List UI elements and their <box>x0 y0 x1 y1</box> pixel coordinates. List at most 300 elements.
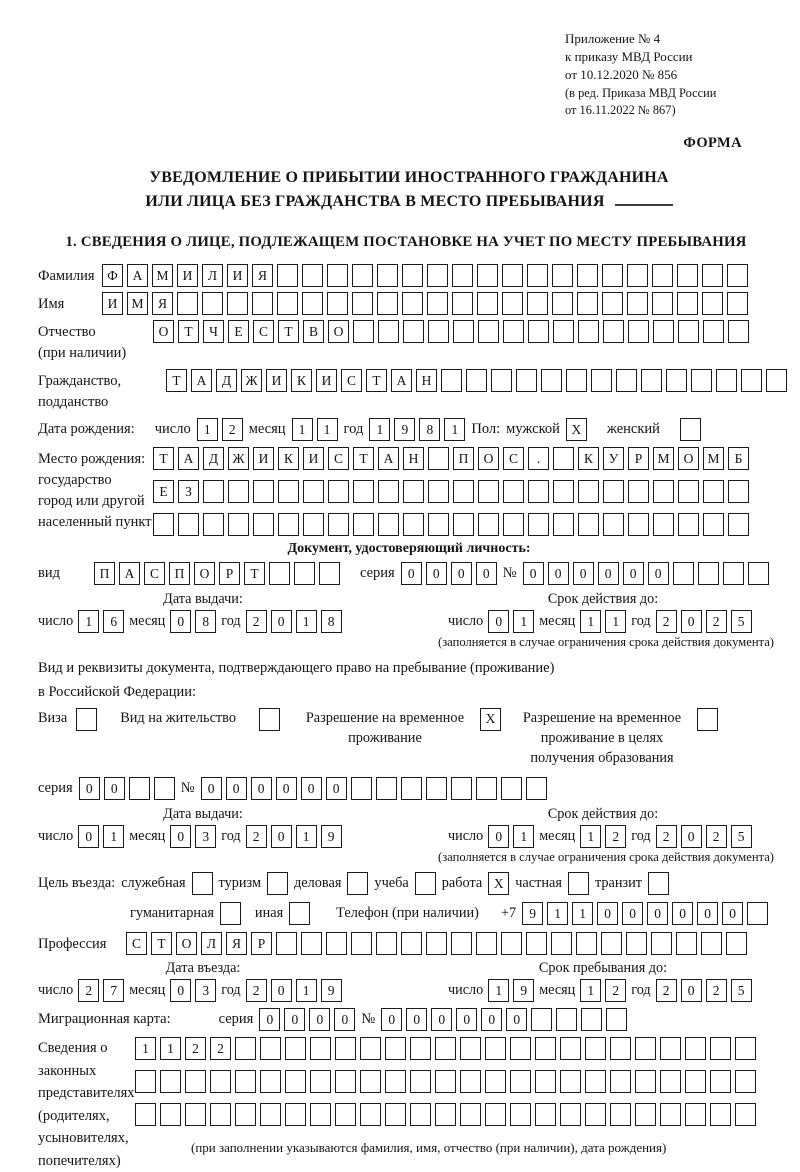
char-box[interactable] <box>385 1037 406 1060</box>
char-box[interactable] <box>591 369 612 392</box>
char-box[interactable] <box>666 369 687 392</box>
char-box[interactable]: 0 <box>681 610 702 633</box>
char-box[interactable] <box>641 369 662 392</box>
temp-permit-edu-checkbox[interactable] <box>697 708 718 731</box>
char-box[interactable]: 0 <box>523 562 544 585</box>
char-box[interactable] <box>353 320 374 343</box>
char-box[interactable] <box>401 777 422 800</box>
sex-male-checkbox[interactable]: X <box>566 418 587 441</box>
char-box[interactable]: 2 <box>656 825 677 848</box>
char-box[interactable]: С <box>126 932 147 955</box>
char-box[interactable] <box>253 513 274 536</box>
char-box[interactable]: 0 <box>597 902 618 925</box>
char-box[interactable] <box>235 1037 256 1060</box>
char-box[interactable] <box>526 777 547 800</box>
char-box[interactable]: С <box>328 447 349 470</box>
char-box[interactable] <box>535 1103 556 1126</box>
char-box[interactable]: 2 <box>246 979 267 1002</box>
char-box[interactable]: И <box>316 369 337 392</box>
char-box[interactable] <box>703 480 724 503</box>
char-box[interactable] <box>460 1037 481 1060</box>
char-box[interactable] <box>685 1070 706 1093</box>
char-box[interactable] <box>660 1037 681 1060</box>
char-box[interactable] <box>528 480 549 503</box>
char-box[interactable] <box>353 513 374 536</box>
char-box[interactable] <box>303 513 324 536</box>
char-box[interactable]: 0 <box>488 825 509 848</box>
phone-input[interactable] <box>522 902 768 925</box>
char-box[interactable] <box>326 932 347 955</box>
char-box[interactable] <box>685 1037 706 1060</box>
char-box[interactable] <box>335 1037 356 1060</box>
char-box[interactable] <box>228 513 249 536</box>
char-box[interactable]: 0 <box>271 979 292 1002</box>
char-box[interactable]: Б <box>728 447 749 470</box>
char-box[interactable]: 2 <box>246 825 267 848</box>
char-box[interactable] <box>135 1070 156 1093</box>
char-box[interactable] <box>747 902 768 925</box>
temp-permit-checkbox[interactable]: X <box>480 708 501 731</box>
char-box[interactable] <box>501 777 522 800</box>
char-box[interactable] <box>485 1070 506 1093</box>
char-box[interactable]: Р <box>251 932 272 955</box>
char-box[interactable] <box>202 292 223 315</box>
char-box[interactable] <box>716 369 737 392</box>
char-box[interactable] <box>460 1103 481 1126</box>
char-box[interactable] <box>627 264 648 287</box>
char-box[interactable] <box>566 369 587 392</box>
char-box[interactable] <box>673 562 694 585</box>
char-box[interactable]: 1 <box>160 1037 181 1060</box>
char-box[interactable] <box>585 1103 606 1126</box>
char-box[interactable] <box>502 292 523 315</box>
stay-until-month-input[interactable] <box>580 979 626 1002</box>
char-box[interactable] <box>278 480 299 503</box>
char-box[interactable]: И <box>177 264 198 287</box>
migration-number-input[interactable] <box>381 1008 627 1031</box>
char-box[interactable] <box>703 320 724 343</box>
char-box[interactable] <box>635 1037 656 1060</box>
char-box[interactable] <box>603 320 624 343</box>
char-box[interactable] <box>426 932 447 955</box>
char-box[interactable]: 0 <box>681 979 702 1002</box>
char-box[interactable] <box>503 320 524 343</box>
char-box[interactable] <box>203 513 224 536</box>
char-box[interactable] <box>606 1008 627 1031</box>
char-box[interactable]: 8 <box>419 418 440 441</box>
char-box[interactable]: К <box>578 447 599 470</box>
char-box[interactable] <box>428 447 449 470</box>
char-box[interactable]: З <box>178 480 199 503</box>
char-box[interactable]: А <box>191 369 212 392</box>
char-box[interactable] <box>728 513 749 536</box>
char-box[interactable]: Я <box>252 264 273 287</box>
char-box[interactable]: 5 <box>731 610 752 633</box>
char-box[interactable]: 2 <box>605 825 626 848</box>
char-box[interactable] <box>653 480 674 503</box>
char-box[interactable]: 0 <box>647 902 668 925</box>
char-box[interactable]: 8 <box>195 610 216 633</box>
char-box[interactable]: И <box>227 264 248 287</box>
char-box[interactable] <box>535 1070 556 1093</box>
char-box[interactable] <box>616 369 637 392</box>
citizenship-input[interactable] <box>166 369 787 392</box>
surname-input[interactable] <box>102 264 748 287</box>
char-box[interactable]: Е <box>228 320 249 343</box>
char-box[interactable] <box>260 1103 281 1126</box>
stay-number-input[interactable] <box>201 777 547 800</box>
char-box[interactable]: . <box>528 447 549 470</box>
char-box[interactable] <box>735 1103 756 1126</box>
char-box[interactable] <box>129 777 150 800</box>
char-box[interactable]: С <box>144 562 165 585</box>
char-box[interactable]: 0 <box>276 777 297 800</box>
char-box[interactable]: Т <box>353 447 374 470</box>
stay-until-year-input[interactable] <box>656 979 752 1002</box>
char-box[interactable] <box>678 513 699 536</box>
char-box[interactable]: 1 <box>572 902 593 925</box>
char-box[interactable] <box>285 1070 306 1093</box>
char-box[interactable] <box>676 932 697 955</box>
char-box[interactable] <box>227 292 248 315</box>
char-box[interactable] <box>727 292 748 315</box>
char-box[interactable]: 2 <box>222 418 243 441</box>
char-box[interactable]: П <box>169 562 190 585</box>
char-box[interactable]: Т <box>151 932 172 955</box>
char-box[interactable] <box>578 320 599 343</box>
char-box[interactable] <box>178 513 199 536</box>
char-box[interactable] <box>485 1037 506 1060</box>
char-box[interactable] <box>503 513 524 536</box>
char-box[interactable] <box>285 1037 306 1060</box>
stay-expiry-year-input[interactable] <box>656 825 752 848</box>
char-box[interactable] <box>710 1070 731 1093</box>
char-box[interactable]: 0 <box>78 825 99 848</box>
char-box[interactable]: О <box>153 320 174 343</box>
char-box[interactable]: 0 <box>259 1008 280 1031</box>
char-box[interactable] <box>691 369 712 392</box>
char-box[interactable]: 0 <box>271 610 292 633</box>
profession-input[interactable] <box>126 932 747 955</box>
char-box[interactable]: 0 <box>648 562 669 585</box>
char-box[interactable]: 0 <box>284 1008 305 1031</box>
char-box[interactable]: И <box>102 292 123 315</box>
char-box[interactable] <box>428 320 449 343</box>
char-box[interactable]: 1 <box>580 610 601 633</box>
char-box[interactable]: 0 <box>488 610 509 633</box>
char-box[interactable] <box>701 932 722 955</box>
char-box[interactable]: 0 <box>722 902 743 925</box>
expiry-day-input[interactable] <box>488 610 534 633</box>
char-box[interactable] <box>235 1070 256 1093</box>
birth-year-input[interactable] <box>369 418 465 441</box>
char-box[interactable]: 1 <box>296 610 317 633</box>
stay-series-input[interactable] <box>79 777 175 800</box>
char-box[interactable]: 2 <box>185 1037 206 1060</box>
char-box[interactable] <box>526 932 547 955</box>
char-box[interactable] <box>741 369 762 392</box>
char-box[interactable] <box>453 513 474 536</box>
char-box[interactable] <box>378 480 399 503</box>
char-box[interactable]: 0 <box>622 902 643 925</box>
doc-number-input[interactable] <box>523 562 769 585</box>
char-box[interactable]: П <box>94 562 115 585</box>
char-box[interactable]: 0 <box>301 777 322 800</box>
birth-place-input-line1[interactable] <box>153 447 749 470</box>
representatives-input-line3[interactable] <box>135 1103 756 1126</box>
char-box[interactable] <box>560 1070 581 1093</box>
char-box[interactable]: 1 <box>197 418 218 441</box>
birth-day-input[interactable] <box>197 418 243 441</box>
representatives-input-line2[interactable] <box>135 1070 756 1093</box>
char-box[interactable] <box>602 292 623 315</box>
char-box[interactable] <box>277 264 298 287</box>
char-box[interactable]: А <box>391 369 412 392</box>
char-box[interactable]: 9 <box>394 418 415 441</box>
char-box[interactable]: 1 <box>488 979 509 1002</box>
char-box[interactable] <box>553 320 574 343</box>
char-box[interactable] <box>678 320 699 343</box>
char-box[interactable] <box>153 513 174 536</box>
char-box[interactable] <box>310 1103 331 1126</box>
char-box[interactable]: 0 <box>431 1008 452 1031</box>
char-box[interactable] <box>352 264 373 287</box>
char-box[interactable] <box>735 1037 756 1060</box>
char-box[interactable] <box>376 932 397 955</box>
char-box[interactable]: 0 <box>201 777 222 800</box>
char-box[interactable] <box>728 320 749 343</box>
char-box[interactable] <box>277 292 298 315</box>
char-box[interactable]: Н <box>403 447 424 470</box>
char-box[interactable]: 2 <box>246 610 267 633</box>
char-box[interactable] <box>628 480 649 503</box>
char-box[interactable] <box>560 1037 581 1060</box>
char-box[interactable] <box>302 264 323 287</box>
char-box[interactable] <box>748 562 769 585</box>
given-name-input[interactable] <box>102 292 748 315</box>
purpose-private-checkbox[interactable] <box>568 872 589 895</box>
char-box[interactable] <box>203 480 224 503</box>
char-box[interactable] <box>553 513 574 536</box>
char-box[interactable] <box>510 1103 531 1126</box>
char-box[interactable]: Ж <box>241 369 262 392</box>
stay-issue-month-input[interactable] <box>170 825 216 848</box>
entry-month-input[interactable] <box>170 979 216 1002</box>
char-box[interactable]: С <box>253 320 274 343</box>
char-box[interactable] <box>551 932 572 955</box>
char-box[interactable]: А <box>127 264 148 287</box>
char-box[interactable] <box>503 480 524 503</box>
char-box[interactable] <box>252 292 273 315</box>
char-box[interactable] <box>653 320 674 343</box>
char-box[interactable] <box>335 1103 356 1126</box>
char-box[interactable] <box>703 513 724 536</box>
char-box[interactable]: Т <box>178 320 199 343</box>
char-box[interactable] <box>427 292 448 315</box>
char-box[interactable] <box>403 320 424 343</box>
char-box[interactable]: 1 <box>580 825 601 848</box>
char-box[interactable] <box>626 932 647 955</box>
purpose-official-checkbox[interactable] <box>192 872 213 895</box>
char-box[interactable]: 0 <box>251 777 272 800</box>
char-box[interactable] <box>453 480 474 503</box>
char-box[interactable] <box>327 292 348 315</box>
birth-month-input[interactable] <box>292 418 338 441</box>
char-box[interactable] <box>435 1103 456 1126</box>
char-box[interactable]: 2 <box>210 1037 231 1060</box>
char-box[interactable]: Н <box>416 369 437 392</box>
char-box[interactable]: 9 <box>321 825 342 848</box>
char-box[interactable] <box>478 320 499 343</box>
char-box[interactable] <box>602 264 623 287</box>
char-box[interactable] <box>710 1037 731 1060</box>
char-box[interactable] <box>635 1070 656 1093</box>
char-box[interactable] <box>377 264 398 287</box>
char-box[interactable]: А <box>119 562 140 585</box>
char-box[interactable]: Т <box>153 447 174 470</box>
char-box[interactable]: 1 <box>444 418 465 441</box>
char-box[interactable]: 0 <box>451 562 472 585</box>
purpose-work-checkbox[interactable]: X <box>488 872 509 895</box>
char-box[interactable] <box>401 932 422 955</box>
birth-place-input-line2[interactable] <box>153 480 749 503</box>
char-box[interactable] <box>335 1070 356 1093</box>
char-box[interactable] <box>476 777 497 800</box>
char-box[interactable] <box>376 777 397 800</box>
char-box[interactable] <box>185 1103 206 1126</box>
char-box[interactable]: Я <box>152 292 173 315</box>
char-box[interactable] <box>627 292 648 315</box>
char-box[interactable] <box>452 264 473 287</box>
char-box[interactable]: 1 <box>296 979 317 1002</box>
char-box[interactable] <box>294 562 315 585</box>
char-box[interactable]: 0 <box>623 562 644 585</box>
char-box[interactable] <box>610 1070 631 1093</box>
char-box[interactable] <box>678 480 699 503</box>
char-box[interactable]: 2 <box>605 979 626 1002</box>
char-box[interactable]: С <box>503 447 524 470</box>
char-box[interactable] <box>360 1037 381 1060</box>
char-box[interactable] <box>585 1070 606 1093</box>
char-box[interactable] <box>552 292 573 315</box>
char-box[interactable]: Д <box>203 447 224 470</box>
char-box[interactable] <box>301 932 322 955</box>
char-box[interactable] <box>766 369 787 392</box>
char-box[interactable] <box>410 1103 431 1126</box>
char-box[interactable]: 1 <box>78 610 99 633</box>
char-box[interactable] <box>360 1070 381 1093</box>
char-box[interactable] <box>435 1037 456 1060</box>
char-box[interactable]: 0 <box>170 825 191 848</box>
char-box[interactable]: 2 <box>706 825 727 848</box>
entry-day-input[interactable] <box>78 979 124 1002</box>
char-box[interactable] <box>581 1008 602 1031</box>
char-box[interactable]: 0 <box>573 562 594 585</box>
purpose-study-checkbox[interactable] <box>415 872 436 895</box>
char-box[interactable]: 1 <box>513 825 534 848</box>
char-box[interactable]: 1 <box>292 418 313 441</box>
char-box[interactable] <box>685 1103 706 1126</box>
char-box[interactable]: 1 <box>317 418 338 441</box>
char-box[interactable] <box>160 1103 181 1126</box>
char-box[interactable]: 1 <box>103 825 124 848</box>
char-box[interactable]: 1 <box>580 979 601 1002</box>
char-box[interactable] <box>577 292 598 315</box>
char-box[interactable]: 1 <box>135 1037 156 1060</box>
char-box[interactable] <box>541 369 562 392</box>
char-box[interactable]: Р <box>219 562 240 585</box>
char-box[interactable] <box>728 480 749 503</box>
char-box[interactable] <box>453 320 474 343</box>
char-box[interactable] <box>460 1070 481 1093</box>
char-box[interactable] <box>660 1070 681 1093</box>
char-box[interactable] <box>185 1070 206 1093</box>
char-box[interactable]: О <box>678 447 699 470</box>
char-box[interactable]: 0 <box>456 1008 477 1031</box>
char-box[interactable]: 8 <box>321 610 342 633</box>
char-box[interactable] <box>603 513 624 536</box>
char-box[interactable]: 2 <box>656 610 677 633</box>
char-box[interactable] <box>378 513 399 536</box>
char-box[interactable] <box>510 1037 531 1060</box>
char-box[interactable] <box>727 264 748 287</box>
char-box[interactable] <box>477 264 498 287</box>
char-box[interactable]: 0 <box>170 979 191 1002</box>
char-box[interactable] <box>328 513 349 536</box>
char-box[interactable] <box>353 480 374 503</box>
char-box[interactable] <box>351 777 372 800</box>
char-box[interactable]: П <box>453 447 474 470</box>
char-box[interactable] <box>285 1103 306 1126</box>
char-box[interactable]: К <box>291 369 312 392</box>
char-box[interactable] <box>576 932 597 955</box>
char-box[interactable]: У <box>603 447 624 470</box>
char-box[interactable] <box>441 369 462 392</box>
char-box[interactable]: 3 <box>195 825 216 848</box>
char-box[interactable] <box>235 1103 256 1126</box>
char-box[interactable]: 9 <box>513 979 534 1002</box>
char-box[interactable] <box>135 1103 156 1126</box>
char-box[interactable]: 0 <box>476 562 497 585</box>
residence-permit-checkbox[interactable] <box>259 708 280 731</box>
expiry-month-input[interactable] <box>580 610 626 633</box>
char-box[interactable] <box>426 777 447 800</box>
char-box[interactable] <box>501 932 522 955</box>
char-box[interactable]: М <box>152 264 173 287</box>
char-box[interactable]: 0 <box>548 562 569 585</box>
purpose-transit-checkbox[interactable] <box>648 872 669 895</box>
char-box[interactable]: Т <box>166 369 187 392</box>
visa-checkbox[interactable] <box>76 708 97 731</box>
char-box[interactable] <box>628 513 649 536</box>
char-box[interactable] <box>402 264 423 287</box>
char-box[interactable] <box>428 513 449 536</box>
char-box[interactable] <box>552 264 573 287</box>
char-box[interactable]: 0 <box>426 562 447 585</box>
char-box[interactable]: Е <box>153 480 174 503</box>
char-box[interactable] <box>210 1103 231 1126</box>
char-box[interactable]: 0 <box>334 1008 355 1031</box>
char-box[interactable] <box>610 1037 631 1060</box>
char-box[interactable] <box>260 1037 281 1060</box>
char-box[interactable] <box>527 264 548 287</box>
char-box[interactable]: Ж <box>228 447 249 470</box>
char-box[interactable] <box>560 1103 581 1126</box>
stay-expiry-day-input[interactable] <box>488 825 534 848</box>
char-box[interactable]: 0 <box>104 777 125 800</box>
char-box[interactable] <box>698 562 719 585</box>
char-box[interactable] <box>610 1103 631 1126</box>
